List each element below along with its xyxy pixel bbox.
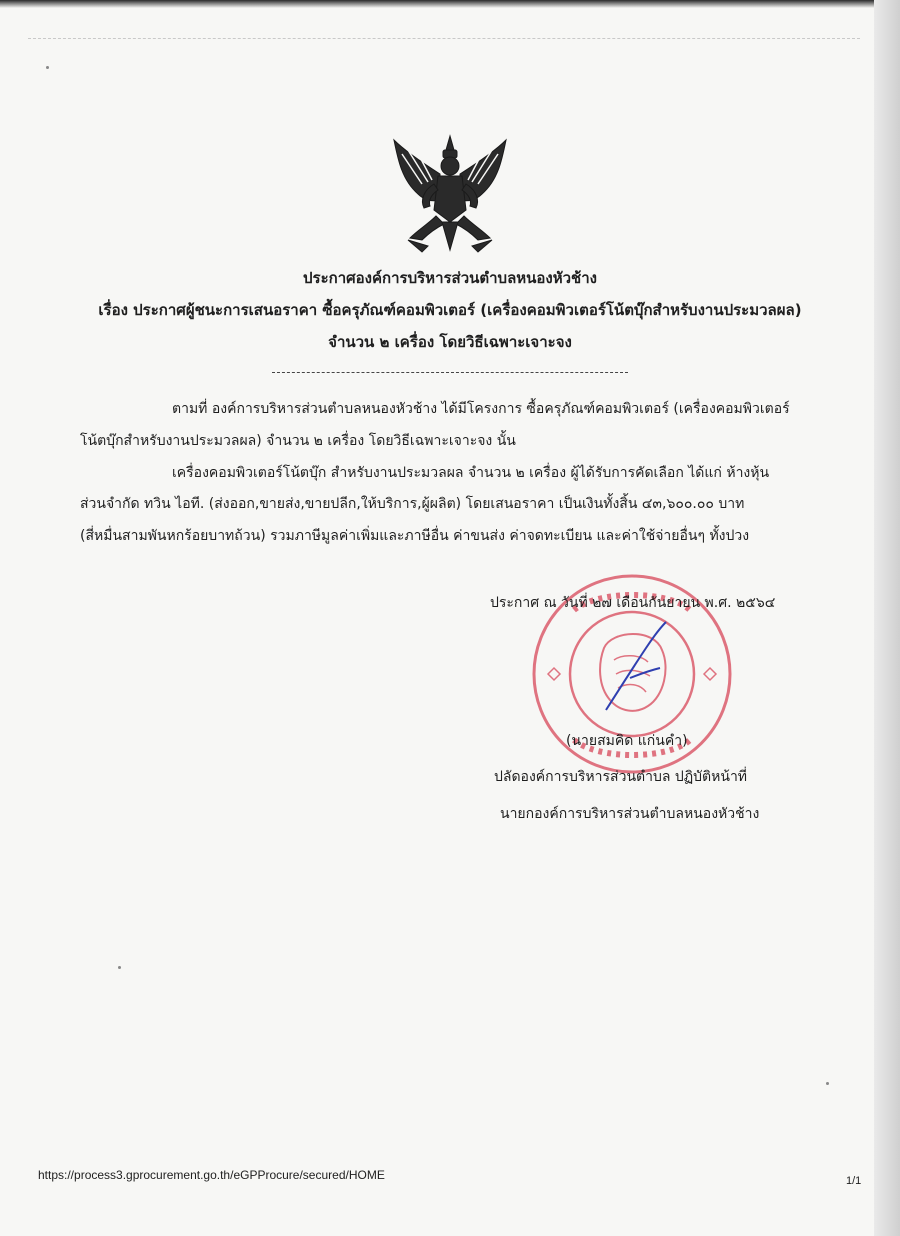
header-dashed-line — [28, 38, 860, 39]
body-line-2: โน้ตบุ๊กสำหรับงานประมวลผล) จำนวน ๒ เครื่อง โดยวิธีเฉพาะเจาะจง นั้น — [80, 433, 516, 449]
scan-speck — [46, 66, 49, 69]
signatory-name: (นายสมคิด แก่นคำ) — [566, 733, 688, 749]
scan-top-edge — [0, 0, 900, 8]
signatory-position-1: ปลัดองค์การบริหารส่วนตำบล ปฏิบัติหน้าที่ — [494, 769, 748, 785]
scan-speck — [826, 1082, 829, 1085]
footer-page-number: 1/1 — [846, 1175, 862, 1187]
announcement-date: ประกาศ ณ วันที่ ๒๗ เดือนกันยายน พ.ศ. ๒๕๖๔ — [490, 595, 776, 611]
document-title: ประกาศองค์การบริหารส่วนตำบลหนองหัวช้าง — [303, 269, 597, 287]
footer-url: https://process3.gprocurement.go.th/eGPProcure/secured/HOME — [38, 1168, 385, 1182]
document-subject: เรื่อง ประกาศผู้ชนะการเสนอราคา ซื้อครุภัณฑ์คอมพิวเตอร์ (เครื่องคอมพิวเตอร์โน้ตบุ๊กสำหรับงานประมวลผล) — [98, 301, 802, 319]
scan-speck — [118, 966, 121, 969]
scan-right-edge — [874, 0, 900, 1236]
title-separator — [272, 372, 628, 373]
body-line-1: ตามที่ องค์การบริหารส่วนตำบลหนองหัวช้าง ได้มีโครงการ ซื้อครุภัณฑ์คอมพิวเตอร์ (เครื่องคอมพิวเตอร์ — [172, 401, 790, 417]
document-quantity-line: จำนวน ๒ เครื่อง โดยวิธีเฉพาะเจาะจง — [328, 333, 572, 351]
garuda-emblem-icon — [388, 130, 512, 256]
signatory-position-2: นายกองค์การบริหารส่วนตำบลหนองหัวช้าง — [500, 806, 760, 822]
body-line-4: ส่วนจำกัด ทวิน ไอที. (ส่งออก,ขายส่ง,ขายปลีก,ให้บริการ,ผู้ผลิต) โดยเสนอราคา เป็นเงินทั้งสิ้น ๔๓,๖๐๐.๐๐ บาท — [80, 496, 745, 512]
body-line-3: เครื่องคอมพิวเตอร์โน้ตบุ๊ก สำหรับงานประมวลผล จำนวน ๒ เครื่อง ผู้ได้รับการคัดเลือก ได้แก่ ห้างหุ้น — [172, 465, 770, 481]
handwritten-signature — [600, 618, 670, 714]
body-line-5: (สี่หมื่นสามพันหกร้อยบาทถ้วน) รวมภาษีมูลค่าเพิ่มและภาษีอื่น ค่าขนส่ง ค่าจดทะเบียน และค่าใช้จ่ายอื่นๆ ทั้งปวง — [80, 528, 750, 544]
